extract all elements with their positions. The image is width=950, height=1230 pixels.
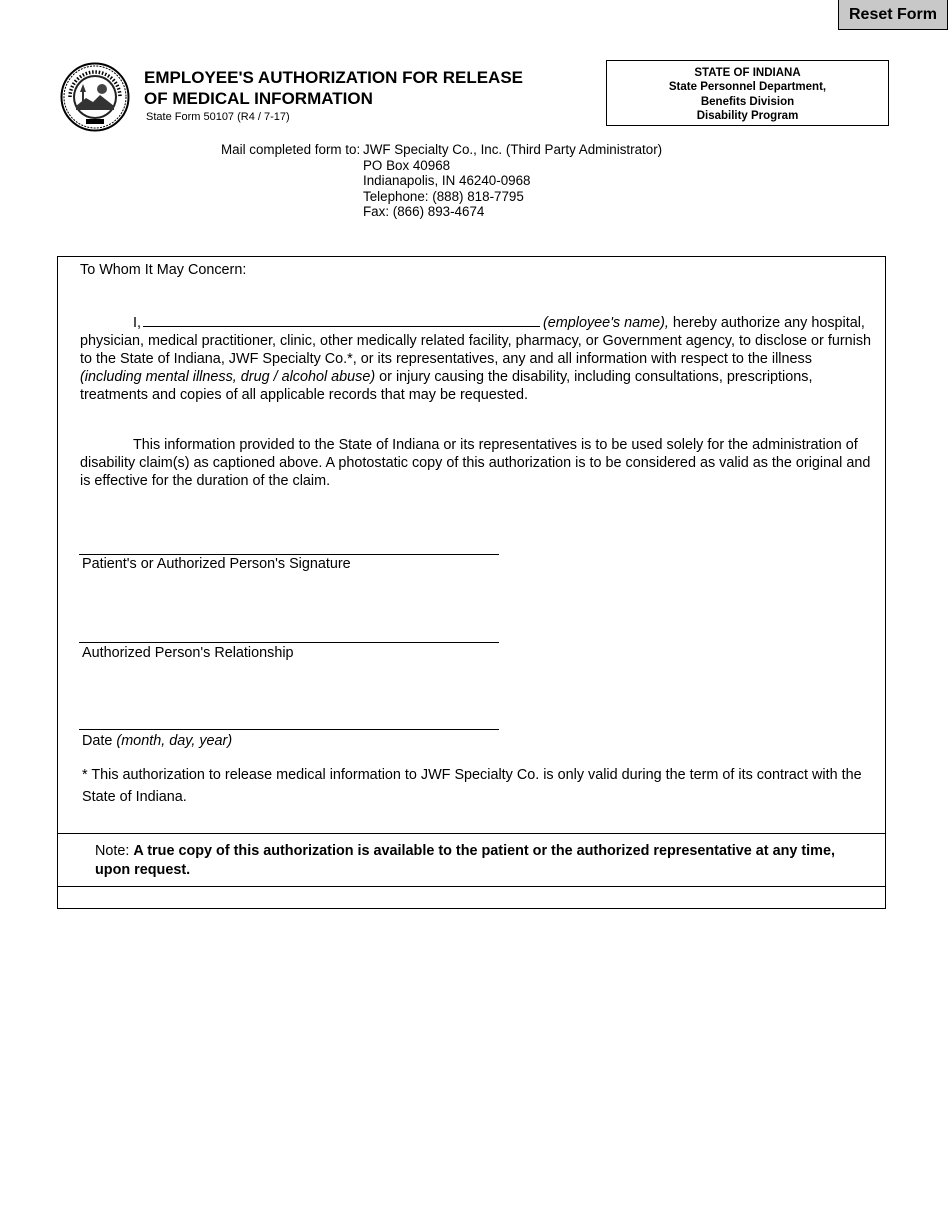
agency-line2: State Personnel Department,	[668, 81, 827, 94]
form-title-line2: OF MEDICAL INFORMATION	[144, 89, 373, 108]
relationship-field[interactable]	[79, 642, 499, 643]
form-title-line1: EMPLOYEE'S AUTHORIZATION FOR RELEASE	[144, 68, 524, 87]
mail-line5: Fax: (866) 893-4674	[363, 204, 485, 219]
agency-line3: Benefits Division	[700, 95, 795, 108]
note	[95, 842, 865, 880]
form-title	[144, 67, 523, 109]
signature-field[interactable]	[79, 554, 499, 555]
paragraph-start: I,	[133, 315, 141, 331]
date-hint: (month, day, year)	[116, 733, 233, 749]
agency-box	[606, 60, 889, 126]
employee-name-hint: (employee's name),	[543, 315, 669, 331]
employee-name-field[interactable]	[143, 312, 540, 327]
authorization-paragraph	[80, 312, 875, 404]
signature-label: Patient's or Authorized Person's Signature	[82, 556, 351, 572]
paragraph-text-a: hereby authorize any hospital, physician, medical practitioner, clinic, other medically related facility, pharmacy, or Government agency, to disclose or furnish to the State of Indiana, JWF Specialty Co.*, or its representatives, any and all information with respect to the illness	[80, 315, 872, 367]
agency-line1: STATE OF INDIANA	[694, 67, 801, 79]
mail-line2: PO Box 40968	[363, 157, 451, 173]
usage-paragraph	[80, 436, 875, 490]
mail-label: Mail completed form to:	[221, 142, 361, 157]
agency-line4: Disability Program	[696, 109, 799, 122]
date-field[interactable]	[79, 729, 499, 730]
note-prefix: Note:	[95, 843, 134, 859]
usage-text: This information provided to the State of Indiana or its representatives is to be used solely for the administration of disability claim(s) as captioned above. A photostatic copy of this authorization is to be considered as valid as the original and is effective for the duration of the claim.	[80, 437, 871, 489]
date-label: Date	[82, 733, 113, 749]
mail-address-block	[363, 142, 662, 220]
mail-line4: Telephone: (888) 818-7795	[363, 188, 524, 204]
form-number: State Form 50107 (R4 / 7-17)	[146, 111, 290, 123]
note-bottom-divider	[57, 886, 886, 887]
paragraph-text-b: or injury causing the disability, including consultations, prescriptions, treatments and copies of all applicable records that may be requested.	[80, 369, 813, 403]
note-top-divider	[57, 833, 886, 834]
footnote: * This authorization to release medical information to JWF Specialty Co. is only valid during the term of its contract with the State of Indiana.	[82, 767, 862, 805]
relationship-label: Authorized Person's Relationship	[82, 645, 294, 661]
note-text: A true copy of this authorization is available to the patient or the authorized representative at any time, upon request.	[95, 843, 835, 878]
mail-line3: Indianapolis, IN 46240-0968	[363, 173, 531, 188]
mail-line1: JWF Specialty Co., Inc. (Third Party Administrator)	[363, 142, 663, 157]
date-label-group	[82, 733, 232, 749]
state-seal-icon	[60, 62, 130, 132]
reset-form-button[interactable]: Reset Form	[838, 0, 948, 30]
greeting: To Whom It May Concern:	[80, 262, 247, 278]
illness-qualifier: (including mental illness, drug / alcohol abuse)	[80, 369, 376, 385]
